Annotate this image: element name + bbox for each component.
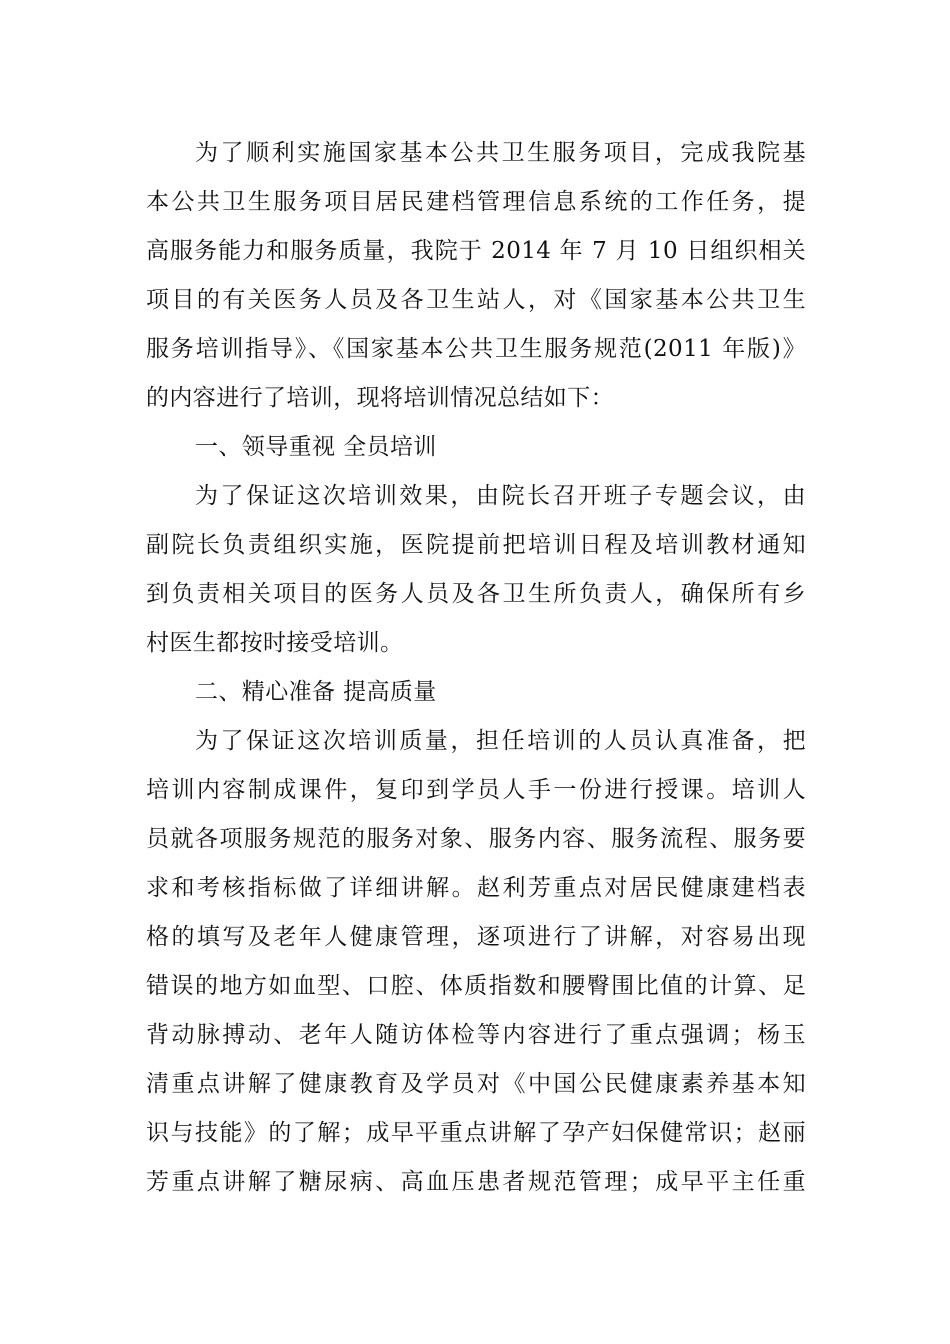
text-line: 项目的有关医务人员及各卫生站人，对《国家基本公共卫生 (146, 287, 806, 313)
paragraph-intro (146, 129, 806, 423)
text-line: 求和考核指标做了详细讲解。赵利芳重点对居民健康建档表 (146, 875, 806, 901)
text-line: 培训内容制成课件，复印到学员人手一份进行授课。培训人 (146, 777, 806, 803)
text-line: 背动脉搏动、老年人随访体检等内容进行了重点强调；杨玉 (146, 1022, 806, 1048)
text-line: 为了保证这次培训质量，担任培训的人员认真准备，把 (195, 728, 806, 754)
text-line: 识与技能》的了解；成早平重点讲解了孕产妇保健常识；赵丽 (146, 1120, 806, 1146)
document-body (146, 129, 806, 1207)
text-line: 格的填写及老年人健康管理，逐项进行了讲解，对容易出现 (146, 924, 806, 950)
text-line: 到负责相关项目的医务人员及各卫生所负责人，确保所有乡 (146, 581, 806, 607)
text-line: 村医生都按时接受培训。 (146, 630, 404, 656)
text-line: 为了顺利实施国家基本公共卫生服务项目，完成我院基 (195, 140, 806, 166)
text-line: 的内容进行了培训，现将培训情况总结如下： (146, 385, 614, 411)
text-line: 芳重点讲解了糖尿病、高血压患者规范管理；成早平主任重 (146, 1169, 806, 1195)
text-line: 清重点讲解了健康教育及学员对《中国公民健康素养基本知 (146, 1071, 806, 1097)
section-heading-2: 二、精心准备 提高质量 (195, 679, 437, 705)
section-heading-1: 一、领导重视 全员培训 (195, 434, 437, 460)
paragraph-preparation (146, 717, 806, 1207)
text-line: 错误的地方如血型、口腔、体质指数和腰臀围比值的计算、足 (146, 973, 806, 999)
paragraph-leadership (146, 472, 806, 668)
text-line: 服务培训指导》、《国家基本公共卫生服务规范(2011 年版)》 (146, 336, 806, 362)
text-line: 高服务能力和服务质量，我院于 2014 年 7 月 10 日组织相关 (146, 238, 806, 264)
text-line: 员就各项服务规范的服务对象、服务内容、服务流程、服务要 (146, 826, 806, 852)
text-line: 副院长负责组织实施，医院提前把培训日程及培训教材通知 (146, 532, 806, 558)
text-line: 为了保证这次培训效果，由院长召开班子专题会议，由 (195, 483, 806, 509)
text-line: 本公共卫生服务项目居民建档管理信息系统的工作任务，提 (146, 189, 806, 215)
